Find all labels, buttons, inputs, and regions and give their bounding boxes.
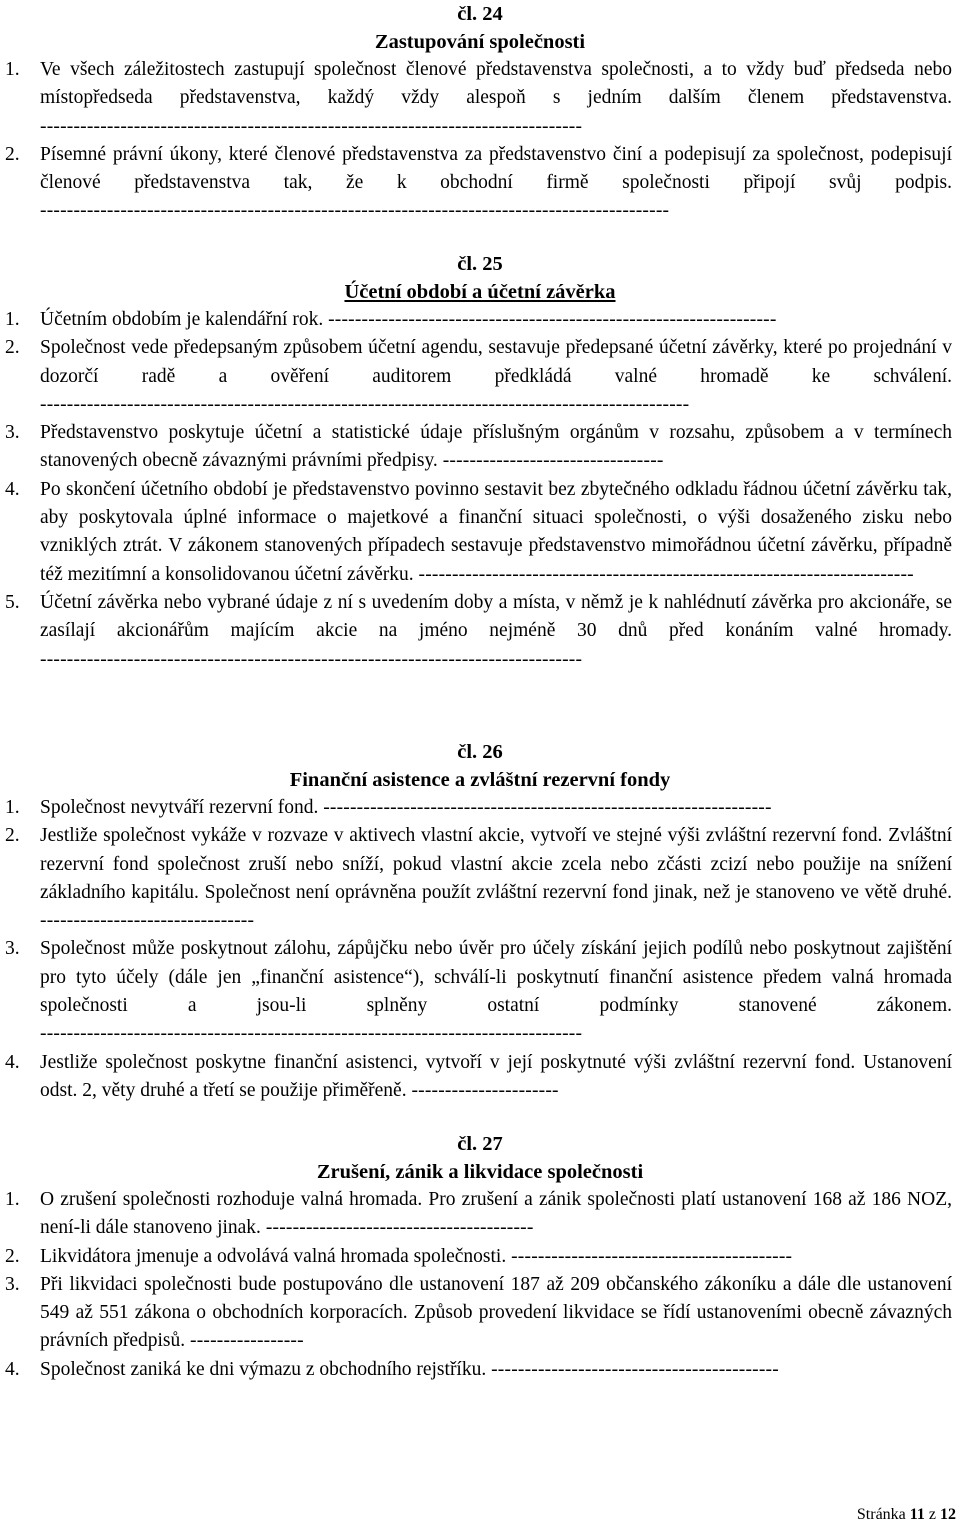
- dash-filler: -------------------------------------------------------------------------------------------------: [40, 393, 690, 415]
- dash-filler: ---------------------------------------------------------------------------------: [40, 648, 583, 670]
- article-number: čl. 24: [457, 3, 503, 25]
- dash-filler: ----------------------------------------: [265, 1217, 534, 1239]
- paragraph-item: [0, 419, 960, 476]
- item-number: 1.: [5, 797, 20, 818]
- article-number: čl. 27: [457, 1133, 503, 1155]
- dash-filler: --------------------------------------------------------------------------: [418, 563, 914, 585]
- paragraph-item: [0, 141, 960, 226]
- dash-filler: -------------------------------------------------------------------: [323, 797, 772, 818]
- paragraph-item: [0, 1271, 960, 1356]
- paragraph-item: [0, 935, 960, 1048]
- paragraph-item: [0, 1049, 960, 1106]
- item-text: Po skončení účetního období je představenstvo povinno sestavit bez zbytečného odkladu řádnou účetní závěrku tak, aby poskytovala úplné informace o majetkové a finanční situaci společnosti, o výši dosaženého zisku nebo vzniklých ztrát. V zákonem stanovených případech sestavuje představenstvo mimořádnou účetní závěrku, případně též mezitímní a konsolidovanou účetní závěrku.: [40, 478, 952, 585]
- item-number: 1.: [5, 309, 20, 330]
- article-number: čl. 26: [457, 741, 503, 763]
- dash-filler: ----------------------: [411, 1079, 559, 1101]
- item-number: 4.: [5, 478, 20, 500]
- dash-filler: -------------------------------------------: [491, 1358, 779, 1380]
- item-text: Společnost zaniká ke dni výmazu z obchodního rejstříku.: [40, 1358, 487, 1380]
- current-page-number: 11: [909, 1506, 925, 1523]
- item-text: Ve všech záležitostech zastupují společnost členové představenstva společnosti, a to vždy buď předseda nebo místopředseda představenstva, každý vždy alespoň s jedním dalším členem představenstva.: [40, 59, 952, 109]
- item-text: Společnost nevytváří rezervní fond.: [40, 797, 319, 818]
- article-26: [0, 738, 960, 1105]
- item-text: O zrušení společnosti rozhoduje valná hromada. Pro zrušení a zánik společnosti platí ustanovení 168 až 186 NOZ, není-li dále stanoveno jinak.: [40, 1189, 952, 1239]
- paragraph-item: [0, 1243, 960, 1271]
- item-number: 4.: [5, 1051, 20, 1073]
- article-title: Účetní období a účetní závěrka: [344, 281, 616, 303]
- paragraph-item: [0, 1356, 960, 1384]
- paragraph-item: [0, 56, 960, 141]
- item-text: Likvidátora jmenuje a odvolává valná hromada společnosti.: [40, 1245, 507, 1267]
- item-number: 1.: [5, 59, 20, 80]
- article-number: čl. 25: [457, 253, 503, 275]
- dash-filler: --------------------------------: [40, 910, 255, 932]
- paragraph-item: [0, 334, 960, 419]
- article-title: Finanční asistence a zvláštní rezervní fondy: [289, 769, 671, 791]
- paragraph-item: [0, 306, 960, 334]
- dash-filler: ---------------------------------------------------------------------------------: [40, 115, 583, 137]
- item-number: 2.: [5, 1245, 20, 1267]
- dash-filler: ---------------------------------------------------------------------------------: [40, 1023, 583, 1045]
- paragraph-item: [0, 589, 960, 674]
- footer-of: z: [928, 1506, 936, 1523]
- dash-filler: -------------------------------------------------------------------: [328, 309, 777, 330]
- item-text: Společnost vede předepsaným způsobem účetní agendu, sestavuje předepsané účetní závěrky, které po projednání v dozorčí radě a ověření auditorem předkládá valné hromadě ke schválení.: [40, 337, 952, 387]
- page-footer: [857, 1505, 956, 1525]
- article-27: [0, 1130, 960, 1384]
- item-number: 3.: [5, 938, 20, 960]
- paragraph-item: [0, 794, 960, 822]
- item-text: Písemné právní úkony, které členové představenstva za představenstvo činí a podepisují za společnost, podepisují členové představenstva tak, že k obchodní firmě společnosti připojí svůj podpis.: [40, 143, 952, 194]
- paragraph-item: [0, 476, 960, 589]
- dash-filler: ----------------------------------------------------------------------------------------------: [40, 200, 670, 222]
- item-text: Společnost může poskytnout zálohu, zápůjčku nebo úvěr pro účely získání jejich podílů nebo poskytnout zajištění pro tyto účely (dále jen „finanční asistence“), schválí-li poskytnutí finanční asistence předem valná hromada společnosti a jsou-li splněny ostatní podmínky stanovené zákonem.: [40, 938, 952, 1017]
- dash-filler: ---------------------------------: [442, 450, 664, 472]
- item-number: 3.: [5, 1273, 20, 1295]
- item-text: Jestliže společnost vykáže v rozvaze v aktivech vlastní akcie, vytvoří ve stejné výši zvláštní rezervní fond. Zvláštní rezervní fond společnost zruší nebo sníží, pokud vlastní akcie zcela nebo zčásti zcizí nebo použije na snížení základního kapitálu. Společnost není oprávněna použít zvláštní rezervní fond jinak, než je stanoveno ve větě druhé.: [40, 825, 952, 903]
- total-pages: 12: [940, 1506, 956, 1523]
- item-number: 2.: [5, 143, 20, 165]
- item-number: 2.: [5, 337, 20, 359]
- item-number: 5.: [5, 591, 20, 613]
- footer-label: Stránka: [856, 1506, 906, 1523]
- article-title: Zrušení, zánik a likvidace společnosti: [316, 1161, 644, 1183]
- article-25: [0, 250, 960, 674]
- item-number: 2.: [5, 825, 20, 847]
- item-text: Jestliže společnost poskytne finanční asistenci, vytvoří v její poskytnuté výši zvláštní rezervní fond. Ustanovení odst. 2, věty druhé a třetí se použije přiměřeně.: [40, 1051, 952, 1101]
- paragraph-item: [0, 1186, 960, 1243]
- dash-filler: ------------------------------------------: [511, 1245, 793, 1267]
- dash-filler: -----------------: [190, 1330, 304, 1352]
- item-text: Účetním obdobím je kalendářní rok.: [40, 309, 324, 330]
- paragraph-item: [0, 822, 960, 935]
- item-text: Představenstvo poskytuje účetní a statistické údaje příslušným orgánům v rozsahu, způsobem a v termínech stanovených obecně závaznými právními předpisy.: [40, 422, 952, 472]
- item-number: 4.: [5, 1358, 20, 1380]
- article-title: Zastupování společnosti: [374, 31, 586, 53]
- item-number: 3.: [5, 422, 20, 444]
- item-text: Při likvidaci společnosti bude postupováno dle ustanovení 187 až 209 občanského zákoníku a dále dle ustanovení 549 až 551 zákona o obchodních korporacích. Způsob provedení likvidace se řídí ustanoveními obecně závazných právních předpisů.: [40, 1273, 952, 1352]
- item-number: 1.: [5, 1189, 20, 1210]
- item-text: Účetní závěrka nebo vybrané údaje z ní s uvedením doby a místa, v němž je k nahlédnutí závěrka pro akcionáře, se zasílají akcionářům majícím akcie na jméno nejméně 30 dnů před konáním valné hromady.: [40, 591, 952, 642]
- article-24: [0, 0, 960, 226]
